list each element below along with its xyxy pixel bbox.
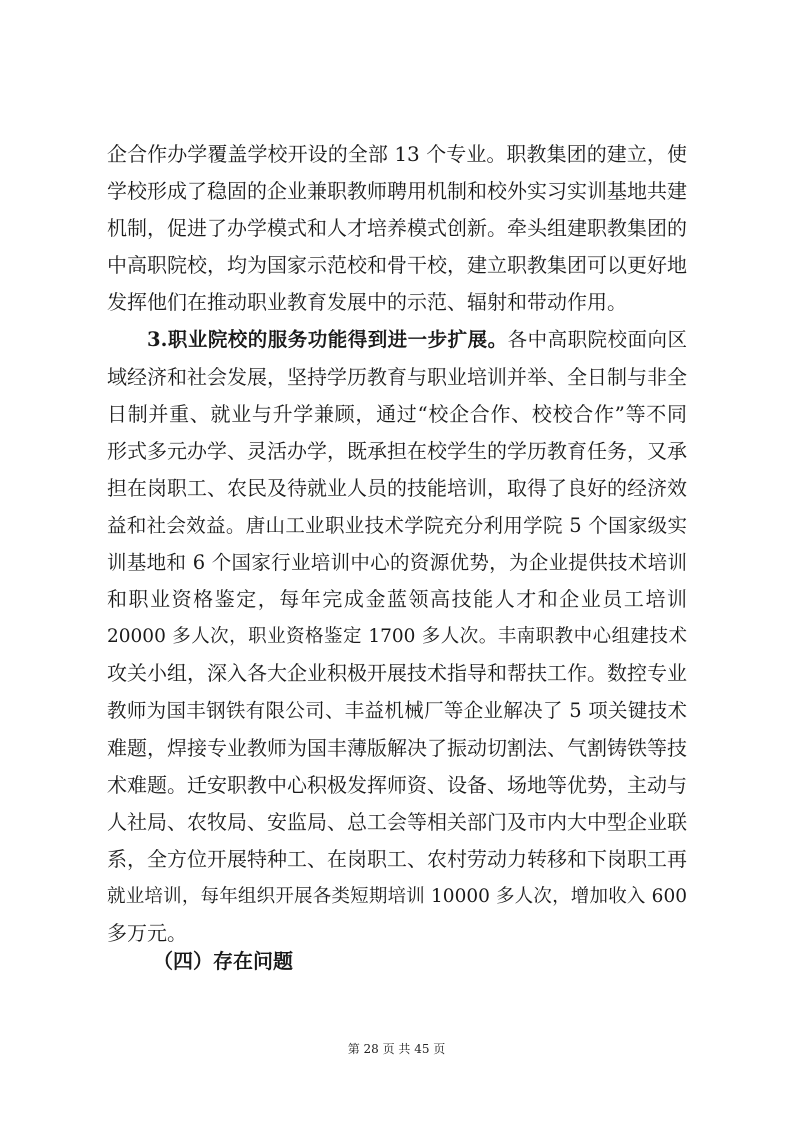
paragraph-2-line-6: 益和社会效益。唐山工业职业技术学院充分利用学院 5 个国家级实 [107,513,687,537]
section-lead-heading: 3.职业院校的服务功能得到进一步扩展。 [147,328,508,352]
section-heading: （四）存在问题 [153,949,293,973]
paragraph-2-line-17: 多万元。 [107,920,187,945]
paragraph-2-line-2: 域经济和社会发展，坚持学历教育与职业培训并举、全日制与非全 [107,364,687,389]
paragraph-1-line-5: 发挥他们在推动职业教育发展中的示范、辐射和带动作用。 [107,290,627,315]
paragraph-2-line-5: 担在岗职工、农民及待就业人员的技能培训，取得了良好的经济效 [107,475,687,500]
paragraph-2-line-13: 术难题。迁安职教中心积极发挥师资、设备、场地等优势，主动与 [107,772,687,797]
paragraph-1-line-1: 企合作办学覆盖学校开设的全部 13 个专业。职教集团的建立，使 [107,142,687,166]
paragraph-2-line-3: 日制并重、就业与升学兼顾，通过“校企合作、校校合作”等不同 [107,401,687,426]
body-text [107,136,687,952]
paragraph-2-line-4: 形式多元办学、灵活办学，既承担在校学生的学历教育任务，又承 [107,438,687,463]
paragraph-1-line-3: 机制，促进了办学模式和人才培养模式创新。牵头组建职教集团的 [107,216,687,241]
paragraph-1-line-2: 学校形成了稳固的企业兼职教师聘用机制和校外实习实训基地共建 [107,179,687,204]
paragraph-2-line-1-text: 各中高职院校面向区 [507,328,687,352]
paragraph-1-line-4: 中高职院校，均为国家示范校和骨干校，建立职教集团可以更好地 [107,253,687,278]
paragraph-2-line-10: 攻关小组，深入各大企业积极开展技术指导和帮扶工作。数控专业 [107,661,687,686]
paragraph-2-line-1 [107,321,687,358]
paragraph-2-line-14: 人社局、农牧局、安监局、总工会等相关部门及市内大中型企业联 [107,809,687,834]
paragraph-2-line-16: 就业培训，每年组织开展各类短期培训 10000 多人次，增加收入 600 [107,885,687,907]
paragraph-2-line-12: 难题，焊接专业教师为国丰薄版解决了振动切割法、气割铸铁等技 [107,735,687,760]
paragraph-2-line-11: 教师为国丰钢铁有限公司、丰益机械厂等企业解决了 5 项关键技术 [107,699,687,723]
paragraph-2-line-7: 训基地和 6 个国家行业培训中心的资源优势，为企业提供技术培训 [107,551,687,575]
paragraph-2-line-9: 20000 多人次，职业资格鉴定 1700 多人次。丰南职教中心组建技术 [107,626,687,648]
page-footer: 第 28 页 共 45 页 [347,1042,446,1056]
paragraph-2-line-8: 和职业资格鉴定，每年完成金蓝领高技能人才和企业员工培训 [107,587,687,612]
paragraph-2-line-15: 系，全方位开展特种工、在岗职工、农村劳动力转移和下岗职工再 [107,846,687,871]
